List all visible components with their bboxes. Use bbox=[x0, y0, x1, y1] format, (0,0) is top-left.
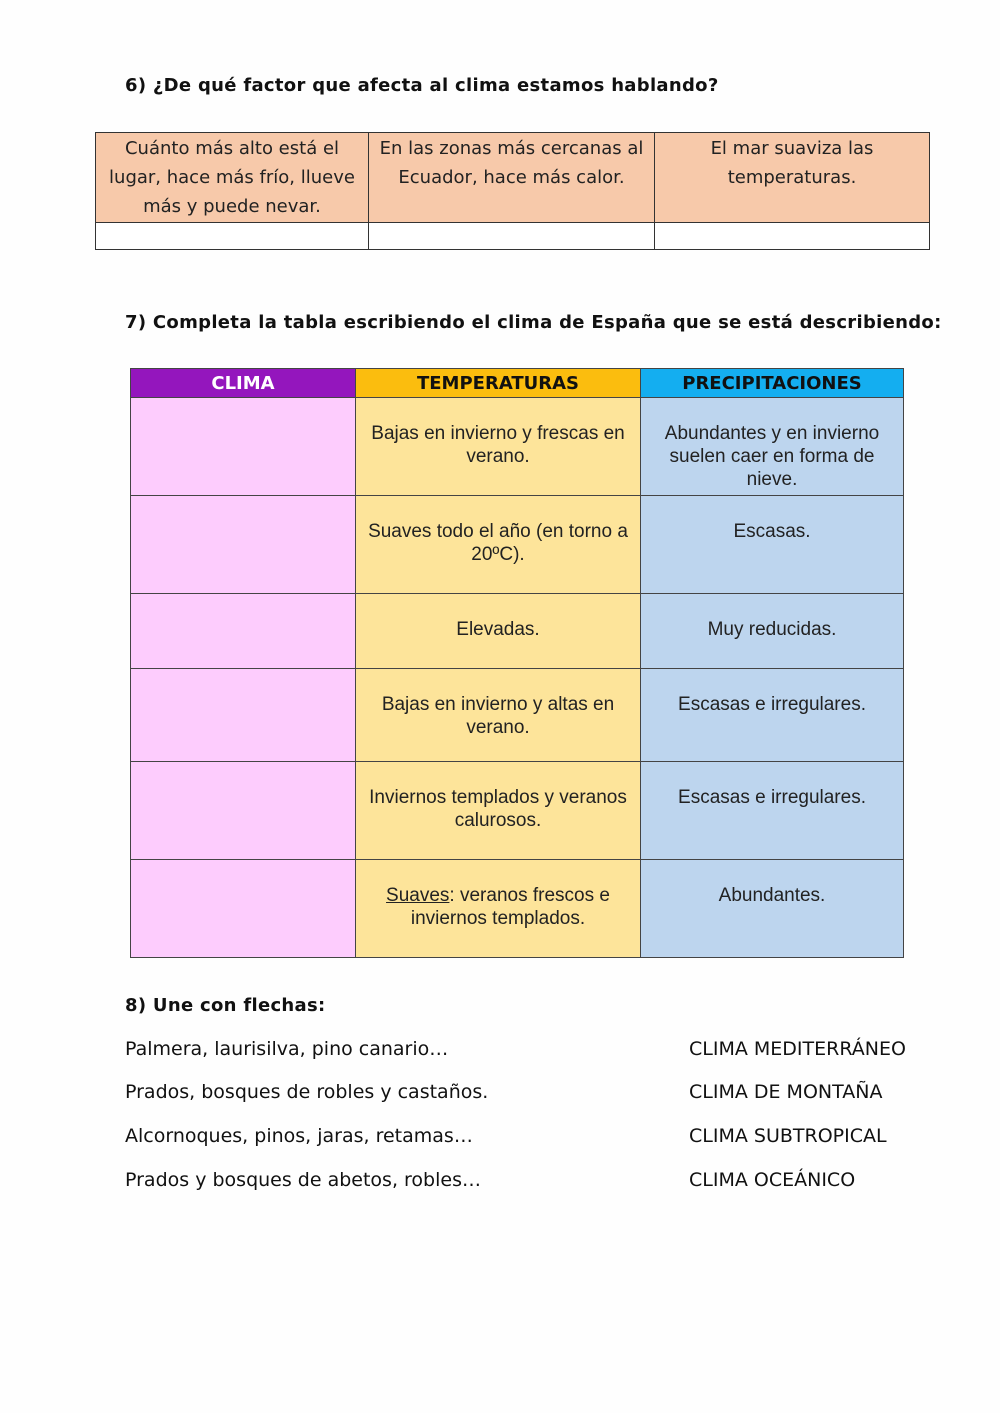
factor-cell-sea: El mar suaviza las temperaturas. bbox=[655, 133, 930, 223]
vegetation-item[interactable]: Prados, bosques de robles y castaños. bbox=[125, 1081, 489, 1103]
vegetation-item[interactable]: Palmera, laurisilva, pino canario… bbox=[125, 1038, 449, 1060]
precipitaciones-cell: Escasas e irregulares. bbox=[641, 762, 904, 860]
climate-item[interactable]: CLIMA OCEÁNICO bbox=[689, 1169, 856, 1191]
table-row bbox=[131, 669, 904, 762]
factor-table bbox=[95, 132, 930, 250]
vegetation-item[interactable]: Prados y bosques de abetos, robles… bbox=[125, 1169, 481, 1191]
temperaturas-cell: Bajas en invierno y frescas en verano. bbox=[356, 398, 641, 496]
temperaturas-text: : veranos frescos e inviernos templados. bbox=[410, 885, 610, 929]
precipitaciones-cell: Escasas. bbox=[641, 496, 904, 594]
temperaturas-cell bbox=[356, 860, 641, 958]
clima-answer-cell[interactable] bbox=[131, 496, 356, 594]
table-row bbox=[131, 860, 904, 958]
section-7-heading: 7) Completa la tabla escribiendo el clima de España que se está describiendo: bbox=[125, 312, 942, 333]
clima-answer-cell[interactable] bbox=[131, 669, 356, 762]
climate-item[interactable]: CLIMA SUBTROPICAL bbox=[689, 1125, 887, 1147]
temperaturas-cell: Bajas en invierno y altas en verano. bbox=[356, 669, 641, 762]
climate-table bbox=[130, 368, 904, 958]
factor-cell-latitude: En las zonas más cercanas al Ecuador, hace más calor. bbox=[369, 133, 655, 223]
answer-cell-1[interactable] bbox=[96, 223, 369, 250]
section-8-heading: 8) Une con flechas: bbox=[125, 995, 326, 1016]
clima-answer-cell[interactable] bbox=[131, 398, 356, 496]
temperaturas-cell: Elevadas. bbox=[356, 594, 641, 669]
header-temperaturas: TEMPERATURAS bbox=[356, 369, 641, 398]
header-precipitaciones: PRECIPITACIONES bbox=[641, 369, 904, 398]
clima-answer-cell[interactable] bbox=[131, 860, 356, 958]
precipitaciones-cell: Escasas e irregulares. bbox=[641, 669, 904, 762]
table-row bbox=[131, 496, 904, 594]
precipitaciones-cell: Muy reducidas. bbox=[641, 594, 904, 669]
temperaturas-cell: Suaves todo el año (en torno a 20ºC). bbox=[356, 496, 641, 594]
factor-cell-altitude: Cuánto más alto está el lugar, hace más frío, llueve más y puede nevar. bbox=[96, 133, 369, 223]
clima-answer-cell[interactable] bbox=[131, 762, 356, 860]
precipitaciones-cell: Abundantes. bbox=[641, 860, 904, 958]
header-clima: CLIMA bbox=[131, 369, 356, 398]
underlined-word: Suaves bbox=[386, 885, 450, 906]
precipitaciones-cell: Abundantes y en invierno suelen caer en forma de nieve. bbox=[641, 398, 904, 496]
section-6-heading: 6) ¿De qué factor que afecta al clima estamos hablando? bbox=[125, 75, 719, 96]
vegetation-item[interactable]: Alcornoques, pinos, jaras, retamas… bbox=[125, 1125, 473, 1147]
table-row bbox=[131, 398, 904, 496]
temperaturas-cell: Inviernos templados y veranos calurosos. bbox=[356, 762, 641, 860]
climate-item[interactable]: CLIMA DE MONTAÑA bbox=[689, 1081, 883, 1103]
answer-cell-3[interactable] bbox=[655, 223, 930, 250]
clima-answer-cell[interactable] bbox=[131, 594, 356, 669]
table-row bbox=[131, 762, 904, 860]
climate-item[interactable]: CLIMA MEDITERRÁNEO bbox=[689, 1038, 906, 1060]
table-row bbox=[131, 594, 904, 669]
answer-cell-2[interactable] bbox=[369, 223, 655, 250]
